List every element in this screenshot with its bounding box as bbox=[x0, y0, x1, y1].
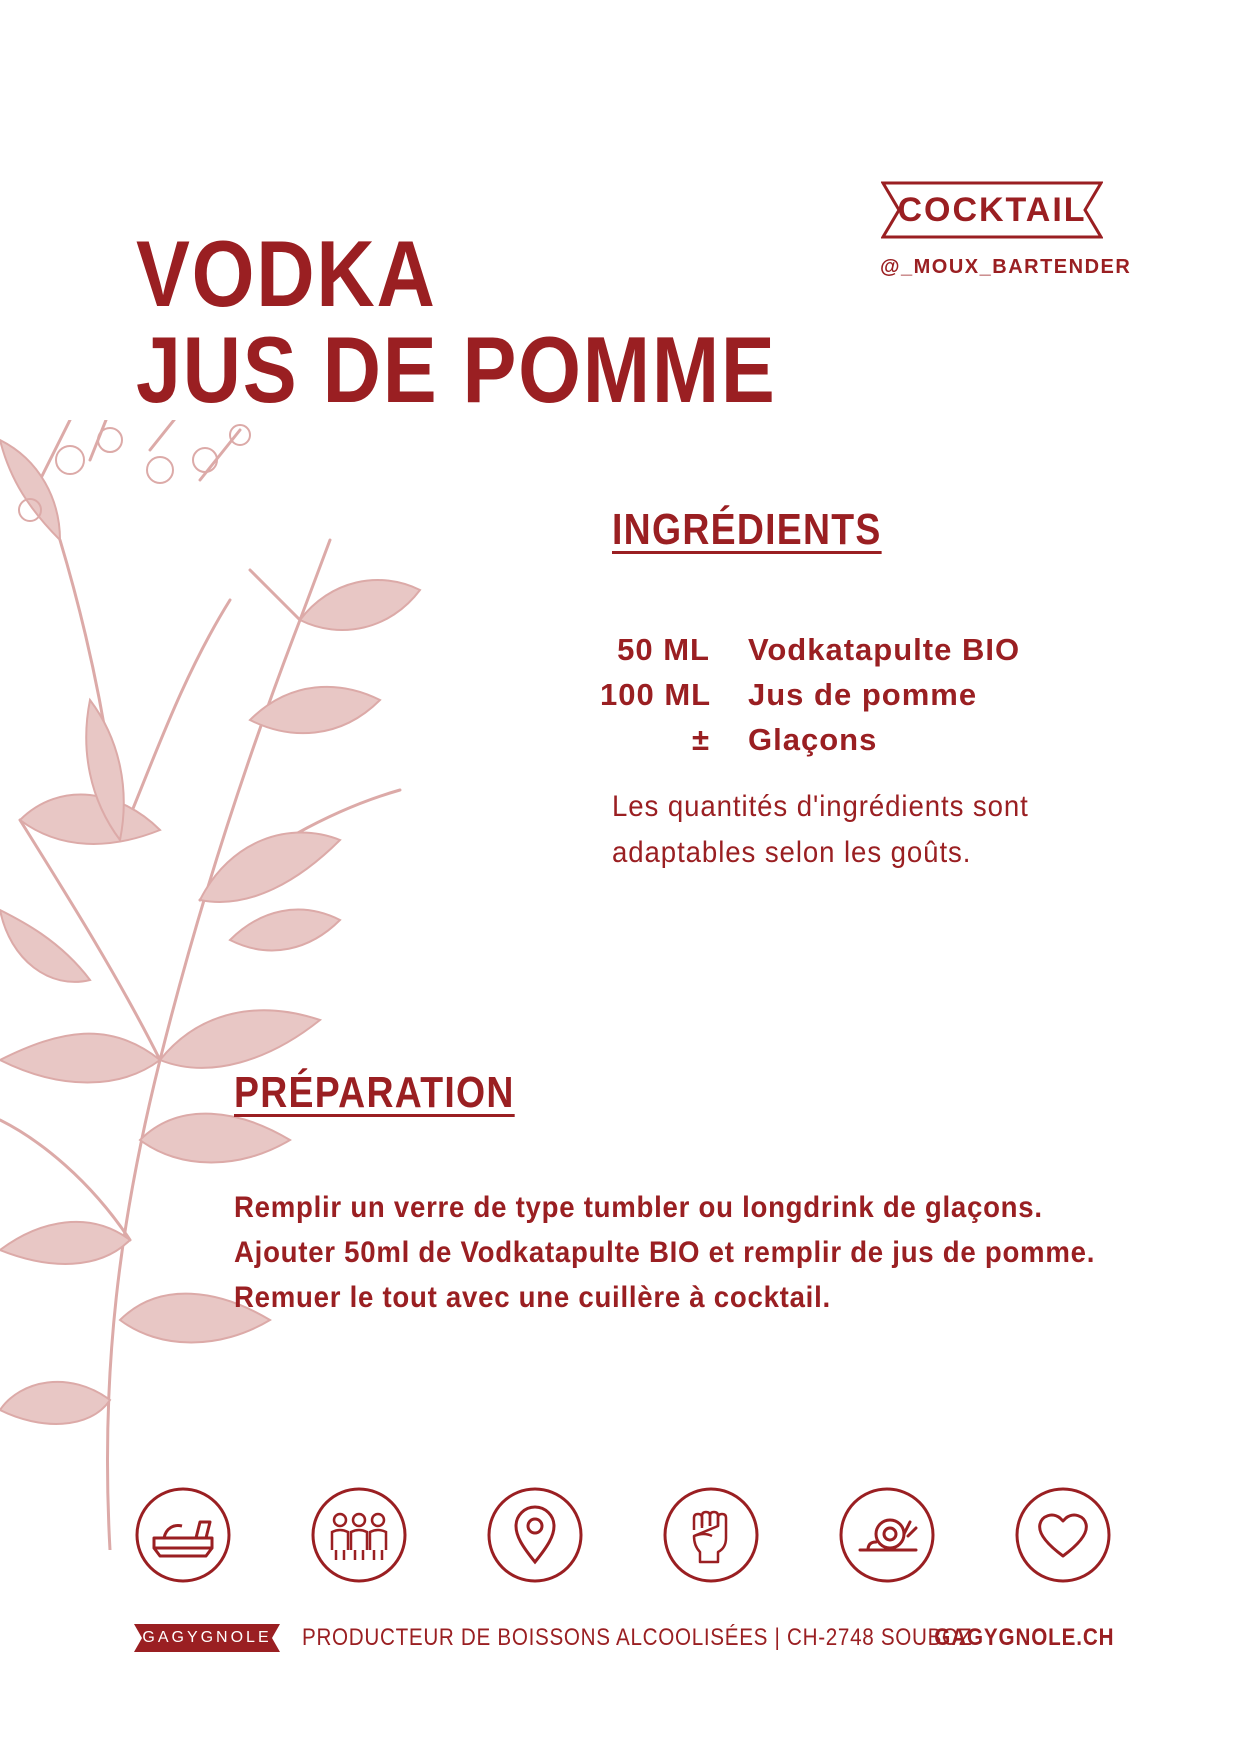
footer bbox=[134, 1624, 1114, 1656]
people-group-icon bbox=[310, 1486, 408, 1584]
website-link[interactable]: GAGYGNOLE.CH bbox=[933, 1624, 1114, 1651]
snail-icon bbox=[838, 1486, 936, 1584]
ingredient-quantity: 50 ML bbox=[617, 631, 710, 667]
note-line-1: Les quantités d'ingrédients sont bbox=[612, 790, 1029, 823]
preparation-steps bbox=[234, 1185, 1095, 1320]
title-line-2: JUS DE POMME bbox=[136, 317, 777, 422]
ingredients-heading: INGRÉDIENTS bbox=[612, 505, 882, 554]
ingredient-row bbox=[600, 717, 1120, 762]
ingredient-row bbox=[600, 672, 1120, 717]
ingredient-quantity: ± bbox=[691, 721, 710, 757]
location-pin-icon bbox=[486, 1486, 584, 1584]
ingredients-list bbox=[600, 627, 1120, 762]
heart-icon bbox=[1014, 1486, 1112, 1584]
ingredients-note bbox=[612, 784, 1127, 876]
title-line-1: VODKA bbox=[136, 221, 437, 326]
ingredient-name: Glaçons bbox=[748, 721, 878, 757]
ingredient-name: Vodkatapulte BIO bbox=[748, 631, 1021, 667]
page-title bbox=[136, 221, 777, 422]
ingredient-quantity: 100 ML bbox=[600, 676, 712, 712]
ingredient-name: Jus de pomme bbox=[748, 676, 978, 712]
ingredient-row bbox=[600, 627, 1120, 672]
values-icon-row bbox=[134, 1486, 1114, 1590]
brand-name: GAGYGNOLE bbox=[142, 1629, 272, 1646]
woodworking-plane-icon bbox=[134, 1486, 232, 1584]
preparation-line: Remplir un verre de type tumbler ou longdrink de glaçons. bbox=[234, 1191, 1043, 1224]
raised-fist-icon bbox=[662, 1486, 760, 1584]
note-line-2: adaptables selon les goûts. bbox=[612, 836, 972, 869]
producer-description: PRODUCTEUR DE BOISSONS ALCOOLISÉES | CH-2748 SOUBOZ bbox=[302, 1624, 973, 1651]
preparation-heading: PRÉPARATION bbox=[234, 1068, 515, 1117]
category-tag: COCKTAIL bbox=[897, 190, 1087, 229]
preparation-line: Remuer le tout avec une cuillère à cocktail. bbox=[234, 1281, 831, 1314]
botanical-illustration bbox=[0, 420, 470, 1550]
preparation-line: Ajouter 50ml de Vodkatapulte BIO et remplir de jus de pomme. bbox=[234, 1236, 1096, 1269]
author-handle: @_MOUX_BARTENDER bbox=[880, 256, 1132, 278]
